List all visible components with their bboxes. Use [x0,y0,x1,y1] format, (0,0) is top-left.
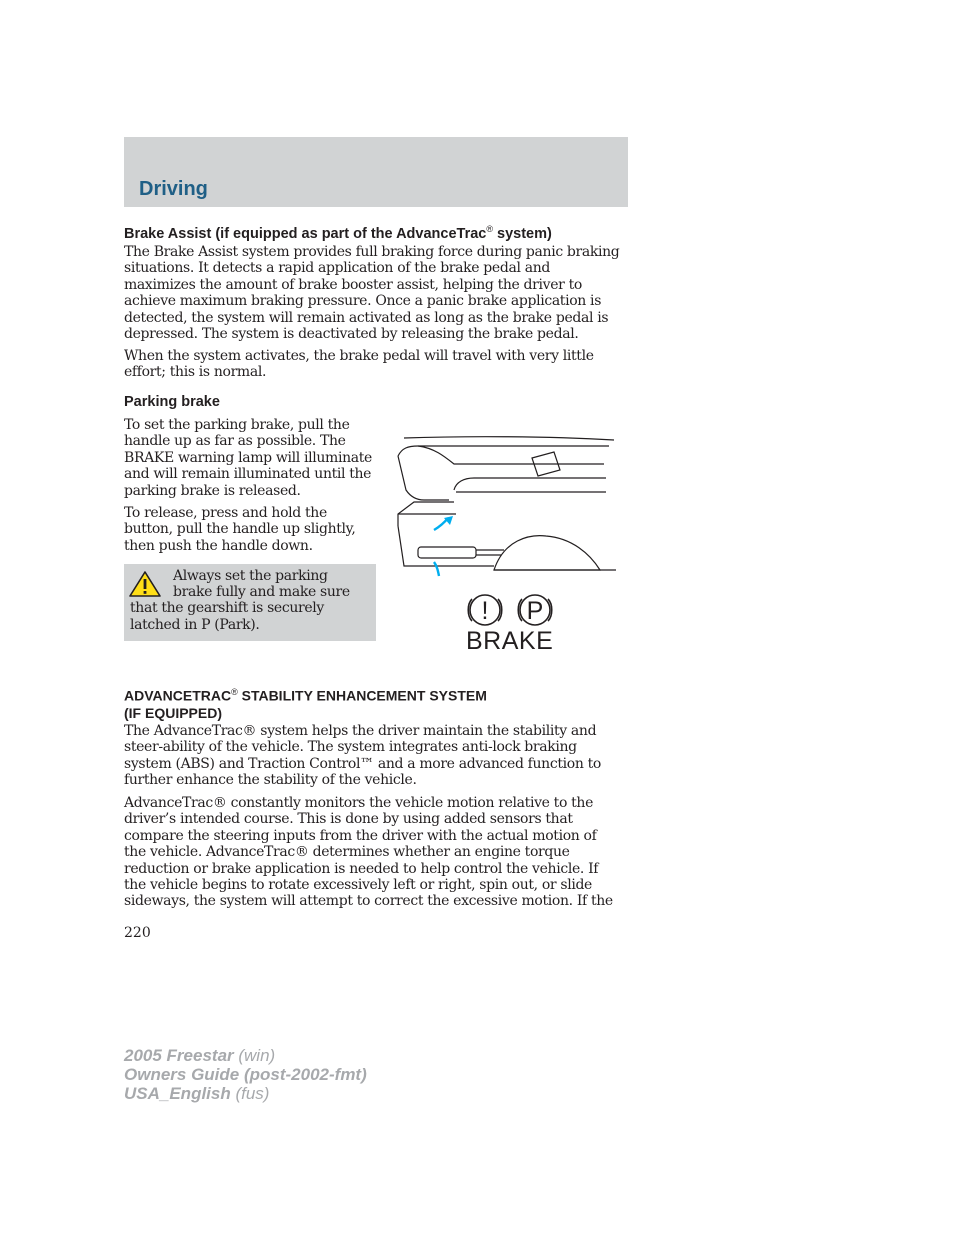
brake-assist-heading [124,221,552,243]
text-line: the vehicle. AdvanceTrac® determines whether an engine torque [124,844,570,861]
footer-language: USA_English [124,1084,231,1103]
parking-brake-heading: Parking brake [124,394,220,410]
advancetrac-paragraph-1 [124,723,628,789]
parking-brake-paragraph-1 [124,417,379,499]
text-line: achieve maximum braking pressure. Once a panic brake application is [124,293,602,310]
text-line: the vehicle begins to rotate excessively left or right, spin out, or slide [124,877,592,894]
text-line: effort; this is normal. [124,364,267,381]
brake-assist-heading-main: Brake Assist (if equipped as part of the AdvanceTrac [124,225,487,242]
lamp-exclamation: ! [481,597,489,625]
footer-guide: Owners Guide (post-2002-fmt) [124,1065,367,1084]
lamp-p-letter: P [526,597,544,625]
warning-text-line: Always set the parking [173,568,328,584]
footer-model-code: (win) [233,1046,276,1065]
text-line: When the system activates, the brake pedal will travel with very little [124,348,594,364]
footer-model: 2005 Freestar [124,1046,234,1065]
text-line: The AdvanceTrac® system helps the driver maintain the stability and [124,723,597,739]
section-title: Driving [139,178,208,200]
text-line: button, pull the handle up slightly, [124,521,356,538]
brake-assist-heading-tail: system) [492,225,552,242]
document-footer [124,1046,367,1103]
brake-assist-paragraph-2 [124,348,628,381]
text-line: parking brake is released. [124,482,301,499]
text-line: compare the steering inputs from the driver with the actual motion of [124,827,597,844]
text-line: driver’s intended course. This is done by using added sensors that [124,811,573,828]
text-line: situations. It detects a rapid application of the brake pedal and [124,260,550,277]
parking-brake-illustration [394,430,616,580]
advancetrac-heading-line2: (IF EQUIPPED) [124,704,223,721]
registered-mark: ® [486,224,493,234]
warning-text-line: that the gearshift is securely [130,600,324,616]
footer-line-1 [124,1046,367,1065]
text-line: then push the handle down. [124,537,313,554]
text-line: BRAKE warning lamp will illuminate [124,449,372,466]
text-line: and will remain illuminated until the [124,466,372,483]
text-line: further enhance the stability of the vehicle. [124,772,417,789]
advancetrac-heading [124,684,487,722]
page-number: 220 [124,925,151,941]
text-line: depressed. The system is deactivated by releasing the brake pedal. [124,326,579,343]
text-line: To set the parking brake, pull the [124,417,350,433]
text-line: handle up as far as possible. The [124,433,346,450]
registered-mark: ® [231,687,238,697]
advancetrac-heading-b: STABILITY ENHANCEMENT SYSTEM [237,687,487,704]
text-line: system (ABS) and Traction Control™ and a more advanced function to [124,755,601,772]
warning-text-line: brake fully and make sure [173,584,350,600]
text-line: AdvanceTrac® constantly monitors the vehicle motion relative to the [124,795,593,811]
advancetrac-paragraph-2 [124,795,628,910]
text-line: sideways, the system will attempt to correct the excessive motion. If the [124,893,613,910]
text-line: To release, press and hold the [124,505,327,521]
text-line: reduction or brake application is needed to help control the vehicle. If [124,860,599,877]
text-line: The Brake Assist system provides full braking force during panic braking [124,244,620,260]
text-line: maximizes the amount of brake booster assist, helping the driver to [124,276,582,293]
warning-triangle-icon [128,570,162,598]
footer-line-3 [124,1084,367,1103]
text-line: detected, the system will remain activated as long as the brake pedal is [124,309,609,326]
brake-assist-paragraph-1 [124,244,628,342]
footer-line-2 [124,1065,367,1084]
warning-text-line: latched in P (Park). [130,617,260,633]
parking-brake-paragraph-2 [124,505,379,554]
brake-lamp-label: BRAKE [466,627,554,655]
text-line: steer-ability of the vehicle. The system integrates anti-lock braking [124,739,577,756]
footer-language-code: (fus) [230,1084,270,1103]
advancetrac-heading-a: ADVANCETRAC [124,687,232,704]
